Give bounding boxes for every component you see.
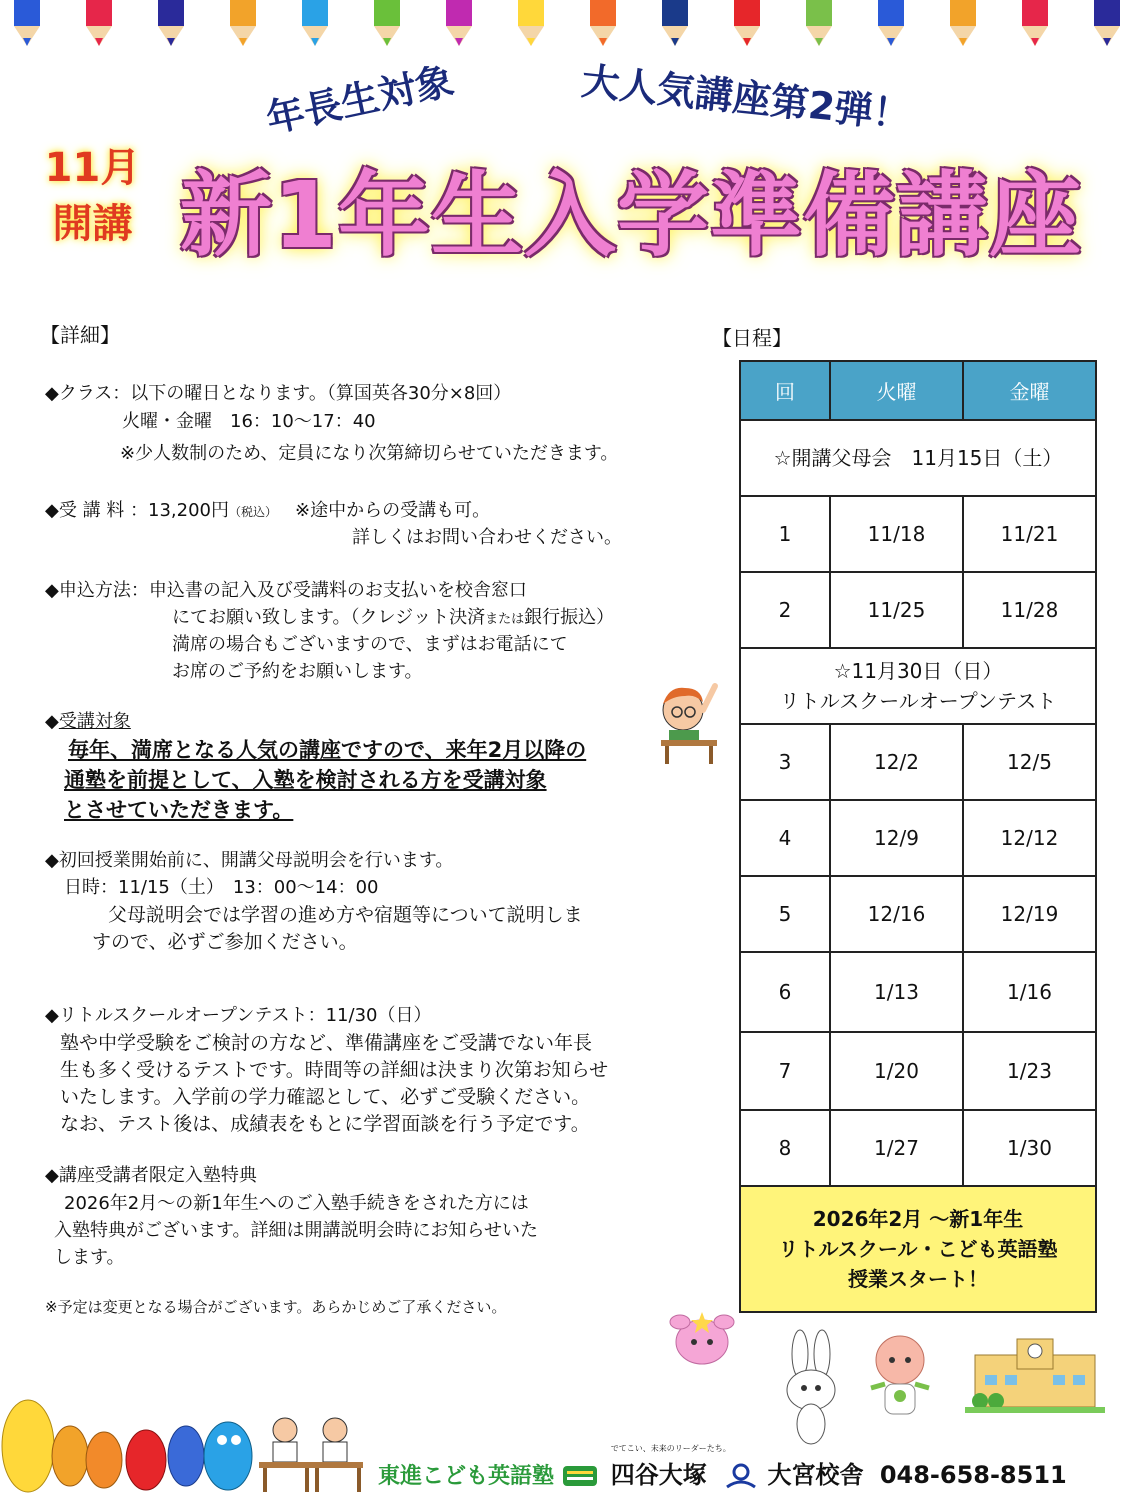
pencil-body	[14, 0, 40, 26]
table-row	[740, 724, 1096, 800]
pencil-body	[302, 0, 328, 26]
pencil-lead	[743, 38, 751, 46]
test-label: ◆リトルスクールオープンテスト：11/30（日）	[45, 1005, 432, 1026]
sub-title-target: 年長生対象	[262, 58, 458, 142]
target-label: 受講対象	[58, 711, 131, 732]
orientation-line-1: 父母説明会では学習の進め方や宿題等について説明しま	[108, 904, 583, 926]
pencil-lead	[599, 38, 607, 46]
col-tuesday: 火曜	[830, 361, 963, 420]
friday-cell: 1/30	[963, 1110, 1096, 1186]
apply-line-2c: 銀行振込）	[524, 607, 615, 628]
school-mark-icon	[725, 1463, 759, 1489]
pencil-body	[1094, 0, 1120, 26]
fee-line	[45, 497, 490, 526]
orientation-label: ◆初回授業開始前に、開講父母説明会を行います。	[45, 850, 454, 871]
schedule-heading: 【日程】	[712, 326, 792, 350]
bonus-line-3: します。	[54, 1247, 125, 1268]
footer-contact	[378, 1444, 1067, 1490]
apply-line-2	[172, 604, 614, 633]
students-desk-illustration	[255, 1410, 370, 1495]
round-cell: 7	[740, 1032, 830, 1110]
table-row	[740, 1110, 1096, 1186]
friday-cell: 1/16	[963, 952, 1096, 1032]
schedule-header-row	[740, 361, 1096, 420]
pencil-lead	[311, 38, 319, 46]
orientation-line-2: すので、必ずご参加ください。	[92, 931, 358, 953]
student-boy-illustration	[655, 680, 723, 766]
tuesday-cell: 1/27	[830, 1110, 963, 1186]
pencil-body	[950, 0, 976, 26]
event-open-test	[740, 648, 1096, 724]
pencil-body	[734, 0, 760, 26]
school-building-illustration	[965, 1335, 1105, 1415]
bonus-line-2: 入塾特典がございます。詳細は開講説明会時にお知らせいた	[54, 1220, 539, 1241]
start-line-2: リトルスクール・こども英語塾	[778, 1237, 1058, 1261]
bonus-label: ◆講座受講者限定入塾特典	[45, 1165, 257, 1186]
sesame-characters-illustration	[0, 1386, 260, 1496]
event-row-test	[740, 648, 1096, 724]
friday-cell: 11/21	[963, 496, 1096, 572]
pencil-lead	[239, 38, 247, 46]
col-friday: 金曜	[963, 361, 1096, 420]
pencil-lead	[23, 38, 31, 46]
target-heading: ◆受講対象	[45, 711, 131, 732]
pencil-lead	[455, 38, 463, 46]
friday-cell: 12/5	[963, 724, 1096, 800]
tuesday-cell: 12/2	[830, 724, 963, 800]
month-badge	[30, 140, 155, 252]
pencil-lead	[671, 38, 679, 46]
fee-tax: （税込）	[229, 505, 278, 519]
friday-cell: 12/12	[963, 800, 1096, 876]
school-name: 大宮校舎	[767, 1461, 864, 1489]
class-time: 火曜・金曜 16：10〜17：40	[122, 411, 376, 432]
fee-note: ※途中からの受講も可。	[295, 500, 491, 521]
round-cell: 4	[740, 800, 830, 876]
round-cell: 6	[740, 952, 830, 1032]
pencil-lead	[383, 38, 391, 46]
table-row	[740, 496, 1096, 572]
month-badge-line2: 開講	[52, 201, 133, 247]
sesame-street-badge	[562, 1464, 602, 1488]
pencil-body	[878, 0, 904, 26]
friday-cell: 11/28	[963, 572, 1096, 648]
target-line-1: 毎年、満席となる人気の講座ですので、来年2月以降の	[68, 738, 587, 762]
logo-name: 四谷大塚	[610, 1461, 707, 1489]
schedule-footer-row	[740, 1186, 1096, 1312]
event-open-test-line1: ☆11月30日（日）	[833, 659, 1003, 683]
event-row-orientation	[740, 420, 1096, 496]
test-line-4: なお、テスト後は、成績表をもとに学習面談を行う予定です。	[60, 1113, 590, 1135]
event-open-test-line2: リトルスクールオープンテスト	[779, 689, 1057, 713]
phone-number[interactable]: 048-658-8511	[879, 1461, 1067, 1489]
round-cell: 1	[740, 496, 830, 572]
start-line-3: 授業スタート！	[848, 1267, 988, 1291]
tuesday-cell: 12/9	[830, 800, 963, 876]
month-badge-line1: 11月	[44, 145, 141, 191]
table-row	[740, 1032, 1096, 1110]
fee-label: ◆受 講 料 ：13,200円	[45, 500, 229, 521]
pencil-body	[518, 0, 544, 26]
test-line-2: 生も多く受けるテストです。時間等の詳細は決まり次第お知らせ	[60, 1059, 609, 1081]
orientation-date: 日時：11/15（土） 13：00〜14：00	[64, 877, 379, 898]
pencil-lead	[167, 38, 175, 46]
pencil-body	[590, 0, 616, 26]
target-line-2: 通塾を前提として、入塾を検討される方を受講対象	[64, 768, 547, 792]
pencil-lead	[527, 38, 535, 46]
disclaimer: ※予定は変更となる場合がございます。あらかじめご了承ください。	[45, 1298, 507, 1316]
table-row	[740, 952, 1096, 1032]
start-line-1: 2026年2月 〜新1年生	[812, 1207, 1024, 1231]
apply-line-2a: にてお願い致します。（クレジット決済	[172, 607, 486, 628]
pencil-banner	[0, 0, 1125, 48]
friday-cell: 12/19	[963, 876, 1096, 952]
apply-line-3: 満席の場合もございますので、まずはお電話にて	[172, 634, 568, 655]
tuesday-cell: 1/20	[830, 1032, 963, 1110]
pencil-body	[158, 0, 184, 26]
pencil-body	[446, 0, 472, 26]
pencil-body	[1022, 0, 1048, 26]
table-row	[740, 876, 1096, 952]
round-cell: 2	[740, 572, 830, 648]
yotsuya-otsuka-logo	[610, 1444, 731, 1490]
pencil-body	[230, 0, 256, 26]
pencil-body	[806, 0, 832, 26]
round-cell: 3	[740, 724, 830, 800]
pencil-lead	[887, 38, 895, 46]
table-row	[740, 572, 1096, 648]
pencil-body	[374, 0, 400, 26]
rabbit-character-illustration	[776, 1328, 846, 1448]
page-title: 新1年生入学準備講座	[180, 162, 1083, 269]
peach-character-illustration	[865, 1330, 935, 1426]
start-announcement	[740, 1186, 1096, 1312]
sub-title-popular: 大人気講座第2弾！	[579, 58, 913, 138]
round-cell: 5	[740, 876, 830, 952]
col-round: 回	[740, 361, 830, 420]
details-heading: 【詳細】	[40, 323, 120, 347]
apply-line-4: お席のご予約をお願いします。	[172, 661, 423, 682]
test-line-3: いたします。入学前の学力確認として、必ずご受験ください。	[60, 1086, 591, 1108]
table-row	[740, 800, 1096, 876]
friday-cell: 1/23	[963, 1032, 1096, 1110]
pink-character-illustration	[666, 1302, 738, 1372]
class-label: ◆クラス：以下の曜日となります。（算国英各30分×8回）	[45, 383, 512, 404]
tuesday-cell: 11/18	[830, 496, 963, 572]
tuesday-cell: 12/16	[830, 876, 963, 952]
apply-line-2b: または	[485, 612, 525, 627]
pencil-body	[662, 0, 688, 26]
bonus-line-1: 2026年2月〜の新1年生へのご入塾手続きをされた方には	[64, 1193, 529, 1214]
round-cell: 8	[740, 1110, 830, 1186]
tuesday-cell: 1/13	[830, 952, 963, 1032]
pencil-lead	[959, 38, 967, 46]
pencil-lead	[815, 38, 823, 46]
class-note: ※少人数制のため、定員になり次第締切らせていただきます。	[120, 443, 619, 464]
pencil-body	[86, 0, 112, 26]
tuesday-cell: 11/25	[830, 572, 963, 648]
pencil-lead	[1103, 38, 1111, 46]
event-orientation: ☆開講父母会 11月15日（土）	[740, 420, 1096, 496]
apply-label: ◆申込方法：申込書の記入及び受講料のお支払いを校舎窓口	[45, 580, 527, 601]
target-line-3: とさせていただきます。	[64, 798, 294, 822]
fee-note-2: 詳しくはお問い合わせください。	[352, 527, 622, 548]
pencil-lead	[1031, 38, 1039, 46]
pencil-lead	[95, 38, 103, 46]
logo-tagline: でてこい、未来のリーダーたち。	[610, 1444, 731, 1453]
test-line-1: 塾や中学受験をご検討の方など、準備講座をご受講でない年長	[60, 1032, 593, 1054]
kids-english-logo: 東進こども英語塾	[378, 1464, 555, 1489]
schedule-table	[739, 360, 1097, 1313]
